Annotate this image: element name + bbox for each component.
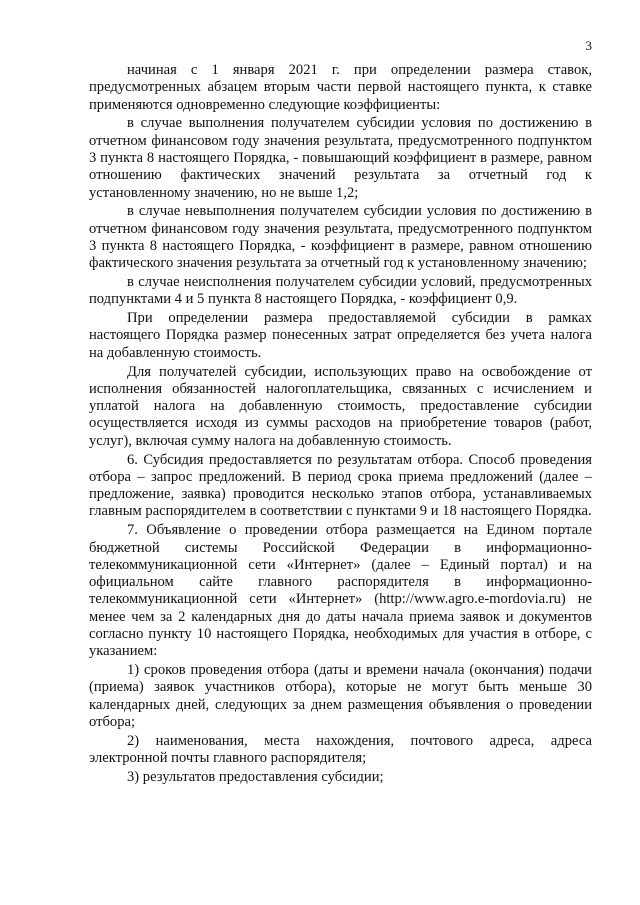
paragraph-reduced-coefficient: в случае невыполнения получателем субсидии условия по достижению в отчетном финансовом году значения результата, предусмотренного подпунктом 3 пункта 8 настоящего Порядка, - коэффициент в размере, равном отношению фактического значения результата за отчетный год к установленному значению;	[89, 203, 592, 272]
paragraph-subitem-3-results: 3) результатов предоставления субсидии;	[127, 768, 384, 785]
paragraph-subitem-1-deadlines: 1) сроков проведения отбора (даты и времени начала (окончания) подачи (приема) заявок участников отбора), которые не могут быть меньше 30 календарных дней, следующих за днем размещения объявления о проведении отбора;	[89, 662, 592, 730]
paragraph-vat-exempt-recipients: Для получателей субсидии, использующих право на освобождение от исполнения обязанностей налогоплательщика, связанных с исчислением и уплатой налога на добавленную стоимость, предоставление субсидии осуществляется исходя из суммы расходов на приобретение товаров (работ, услуг), включая сумму налога на добавленную стоимость.	[89, 363, 592, 449]
paragraph-coefficient-0-9: в случае неисполнения получателем субсидии условий, предусмотренных подпунктами 4 и 5 пункта 8 настоящего Порядка, - коэффициент 0,9.	[89, 274, 592, 308]
paragraph-subitem-2-contacts: 2) наименования, места нахождения, почтового адреса, адреса электронной почты главного распорядителя;	[89, 732, 592, 767]
paragraph-coefficients-intro: начиная с 1 января 2021 г. при определении размера ставок, предусмотренных абзацем вторым части первой настоящего пункта, к ставке применяются одновременно следующие коэффициенты:	[89, 62, 592, 113]
document-body	[89, 62, 592, 788]
paragraph-item-7-announcement: 7. Объявление о проведении отбора размещается на Едином портале бюджетной системы Российской Федерации в информационно-телекоммуникационной сети «Интернет» (далее – Единый портал) и на официальном сайте главного распорядителя в информационно-телекоммуникационной сети «Интернет» (http://www.agro.e-mordovia.ru) не менее чем за 2 календарных дня до даты начала приема заявок и документов согласно пункту 10 настоящего Порядка, необходимых для участия в отборе, с указанием:	[89, 522, 592, 660]
paragraph-vat-exclusion: При определении размера предоставляемой субсидии в рамках настоящего Порядка размер понесенных затрат определяется без учета налога на добавленную стоимость.	[89, 310, 592, 361]
paragraph-item-6-selection: 6. Субсидия предоставляется по результатам отбора. Способ проведения отбора – запрос предложений. В период срока приема предложений (далее – предложение, заявка) проводится несколько этапов отбора, устанавливаемых главным распорядителем в соответствии с пунктами 9 и 18 настоящего Порядка.	[89, 451, 592, 520]
paragraph-increasing-coefficient: в случае выполнения получателем субсидии условия по достижению в отчетном финансовом году значения результата, предусмотренного подпунктом 3 пункта 8 настоящего Порядка, - повышающий коэффициент в размере, равном отношению фактических значений результата за отчетный год к установленному значению, но не выше 1,2;	[89, 115, 592, 201]
page-number: 3	[585, 38, 592, 53]
